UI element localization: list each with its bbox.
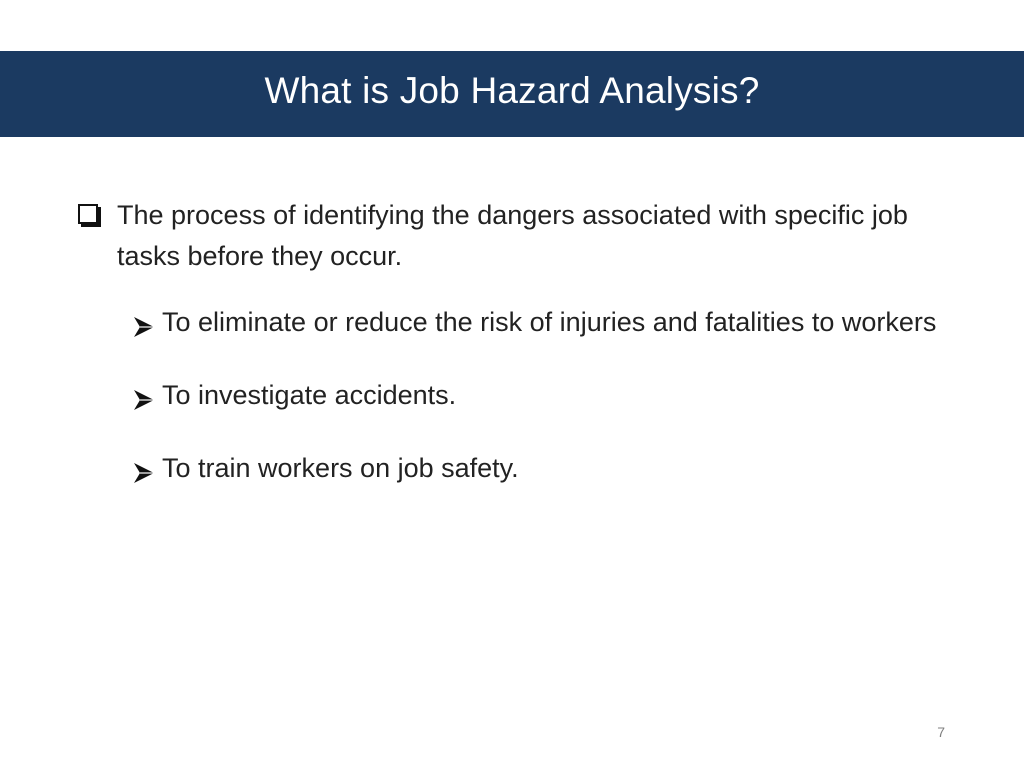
sub-bullet-text: To investigate accidents. bbox=[162, 380, 457, 410]
arrow-bullet-icon bbox=[132, 302, 162, 350]
sub-bullet-2 bbox=[132, 375, 938, 423]
sub-bullet-3 bbox=[132, 448, 938, 496]
checkbox-bullet-icon bbox=[78, 195, 117, 224]
main-bullet-text: The process of identifying the dangers associated with specific job tasks before they occur. bbox=[117, 200, 908, 271]
sub-bullet-text: To train workers on job safety. bbox=[162, 453, 519, 483]
sub-bullet-1 bbox=[132, 302, 938, 350]
arrow-bullet-icon bbox=[132, 375, 162, 423]
main-bullet bbox=[78, 195, 938, 277]
slide-title: What is Job Hazard Analysis? bbox=[264, 70, 760, 111]
sub-bullet-text: To eliminate or reduce the risk of injuries and fatalities to workers bbox=[162, 307, 937, 337]
title-bar bbox=[0, 51, 1024, 137]
slide-content bbox=[78, 195, 938, 496]
page-number: 7 bbox=[937, 724, 945, 740]
arrow-bullet-icon bbox=[132, 448, 162, 496]
